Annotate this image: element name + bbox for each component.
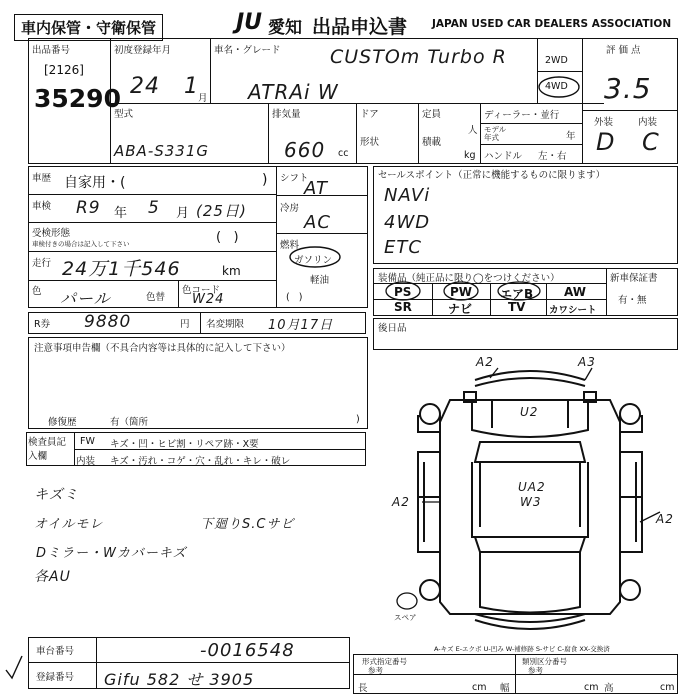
ju-logo-place: 愛知 [268,18,302,38]
after-items-label: 後日品 [378,323,407,334]
plate-label: 登録番号 [36,672,75,683]
plate-value: Gifu 582 せ 3905 [104,670,255,689]
storage-type-heading: 車内保管・守衛保管 [14,14,163,41]
score-label: 評価点 [606,45,644,56]
equip-sr: SR [394,300,412,314]
new-car-book-value: 有・無 [618,295,647,306]
equip-airbag: エアB [500,287,534,301]
recall-paren: ( ) [216,230,239,245]
diagram-mark-left-side: A2 [392,495,410,509]
inspector-label: 検査員記入欄 [28,437,67,462]
inspector-note-5: 下廻りS.Cサビ [200,517,295,532]
repair-history-label: 修復歴 [48,417,77,428]
shift-label: シフト [280,173,309,184]
spare-label: スペア [394,613,417,622]
sales-point-2: 4WD [384,212,431,233]
inspection-month-unit: 月 [176,206,190,221]
equip-pw: PW [450,285,473,299]
after-items-block [373,318,678,350]
drive-4wd-circle [536,74,582,100]
dealer-label: ディーラー・並行 [484,110,560,121]
mileage-unit: km [222,264,241,278]
mileage-label: 走行 [32,258,52,269]
equipment-circles [373,280,613,302]
length-unit: cm [472,682,487,693]
capacity-label: 定員 [422,109,442,120]
inspector-note-2: オイルモレ [34,517,104,532]
color-label: 色 [32,286,42,297]
lot-number: 35290 [34,84,121,113]
inspector-note-1: キズミ [34,487,79,503]
sales-points-label: セールスポイント（正常に機能するものに限ります） [378,170,606,181]
recycle-value: 9880 [84,312,132,332]
displacement-value: 660 [284,138,326,162]
damage-legend: A-キズ E-エクボ U-凹み W-補修跡 S-サビ C-腐食 XX-交換済 [434,645,610,653]
sales-point-1: NAVi [384,185,431,206]
ac-value: AC [304,212,331,233]
registration-year: 24 [130,74,160,99]
exterior-label: 外装 [594,117,614,128]
drive-2wd: 2WD [545,55,568,66]
repair-history-value: 有（箇所 [110,417,149,428]
diagram-mark-right-side: A2 [656,512,674,526]
color-value: パール [60,289,111,308]
diagram-mark-hood: U2 [520,405,539,419]
fuel-diesel: 軽油 [310,275,330,286]
inspection-label: 車検 [32,201,52,212]
exterior-score: D [596,128,616,156]
ju-logo: JU [236,10,263,35]
capacity-unit: 人 [468,125,478,136]
grade-value: CUSTOm Turbo R [330,46,507,68]
color-code-label: 色コード [182,285,221,296]
diagram-mark-front-right: A3 [578,355,596,369]
score-value: 3.5 [604,72,652,105]
usage-value: 自家用・( [64,175,126,191]
name-change-deadline-value: 10月17日 [268,318,334,333]
notes-label: 注意事項申告欄（不具合内容等は具体的に記入して下さい） [34,343,291,354]
equip-navi: ナビ [448,302,473,316]
class-label: 類別区分番号 [522,657,567,666]
new-car-book-label: 新車保証書 [610,273,658,284]
chassis-value: -0016548 [200,640,295,661]
displacement-unit: cc [338,148,349,159]
chassis-label: 車台番号 [36,646,75,657]
equipment-label: 装備品（純正品に限り◯をつけください） [378,273,560,284]
height-unit: cm [660,682,675,693]
fuel-gasoline-circle [288,244,344,270]
recall-sublabel: 車検付きの場合は記入して下さい [32,240,130,248]
shape-label: 形状 [360,137,380,148]
usage-close: ) [262,172,268,188]
equip-aw: AW [564,285,586,299]
association-name: JAPAN USED CAR DEALERS ASSOCIATION [432,18,672,30]
name-change-deadline-label: 名変期限 [206,319,245,330]
model-year-unit: 年 [566,131,576,142]
inspection-month: 5 [148,198,160,218]
recall-label: 受検形態 [32,228,71,239]
drive-4wd: 4WD [545,81,568,92]
diagram-mark-front-left: A2 [476,355,494,369]
width-label: 幅 [500,683,510,694]
equip-tv: TV [508,300,526,314]
color-code-value: W24 [192,292,225,307]
height-label: 高 [604,683,614,694]
usage-label: 車歴 [32,173,52,184]
recycle-unit: 円 [180,319,190,330]
interior-score: C [642,128,660,156]
diagram-mark-roof-2: W3 [520,495,542,509]
load-unit: kg [464,150,476,161]
fuel-label: 燃料 [280,240,300,251]
fuel-paren: ( ) [286,292,303,303]
class-ref: 参考 [528,666,543,675]
form-spec-ref: 参考 [368,666,383,675]
sales-point-3: ETC [384,237,422,258]
shift-value: AT [304,178,328,199]
registration-month-unit: 月 [198,93,208,104]
lot-bracket-number: [2126] [44,63,84,77]
inspector-note-4: 各AU [34,569,71,585]
inspection-day: (25日) [196,202,247,220]
fw-items: キズ・凹・ヒビ割・リペア跡・X要 [110,439,259,450]
form-title: 出品申込書 [312,16,408,38]
equip-ps: PS [394,285,412,299]
inspector-note-3: Dミラー・Wカバーキズ [36,546,187,561]
color-change-label: 色替 [146,292,166,303]
handle-label: ハンドル [484,151,523,162]
car-name-value: ATRAi W [248,80,339,104]
recycle-label: R券 [34,319,51,330]
lot-label: 出品番号 [32,45,71,56]
fuel-gasoline: ガソリン [294,255,333,266]
interior-items-label: 内装 [76,456,96,467]
model-value: ABA-S331G [114,142,210,160]
equip-leather: カワシート [549,305,597,316]
form-spec-label: 形式指定番号 [362,657,407,666]
doors-label: ドア [360,109,379,120]
ac-label: 冷房 [280,203,300,214]
corner-check-marks [2,650,26,694]
model-label: 型式 [114,109,134,120]
mileage-value: 24万1千546 [62,258,181,280]
load-label: 積載 [422,137,442,148]
name-grade-label: 車名・グレード [214,45,281,56]
length-label: 長 [358,683,368,694]
inspection-year-unit: 年 [114,206,128,221]
interior-label: 内装 [638,117,658,128]
spare-circle [394,590,420,612]
diagram-mark-roof-1: UA2 [518,480,546,494]
handle-value: 左・右 [538,151,567,162]
repair-history-close: ) [356,414,360,425]
fw-label: FW [80,436,95,447]
model-year-label: モデル年式 [484,125,507,142]
inspection-era: R9 [76,198,101,218]
interior-items: キズ・汚れ・コゲ・穴・乱れ・キレ・破レ [110,456,291,467]
registration-label: 初度登録年月 [114,45,172,56]
width-unit: cm [584,682,599,693]
registration-month: 1 [184,74,199,99]
displacement-label: 排気量 [272,109,301,120]
